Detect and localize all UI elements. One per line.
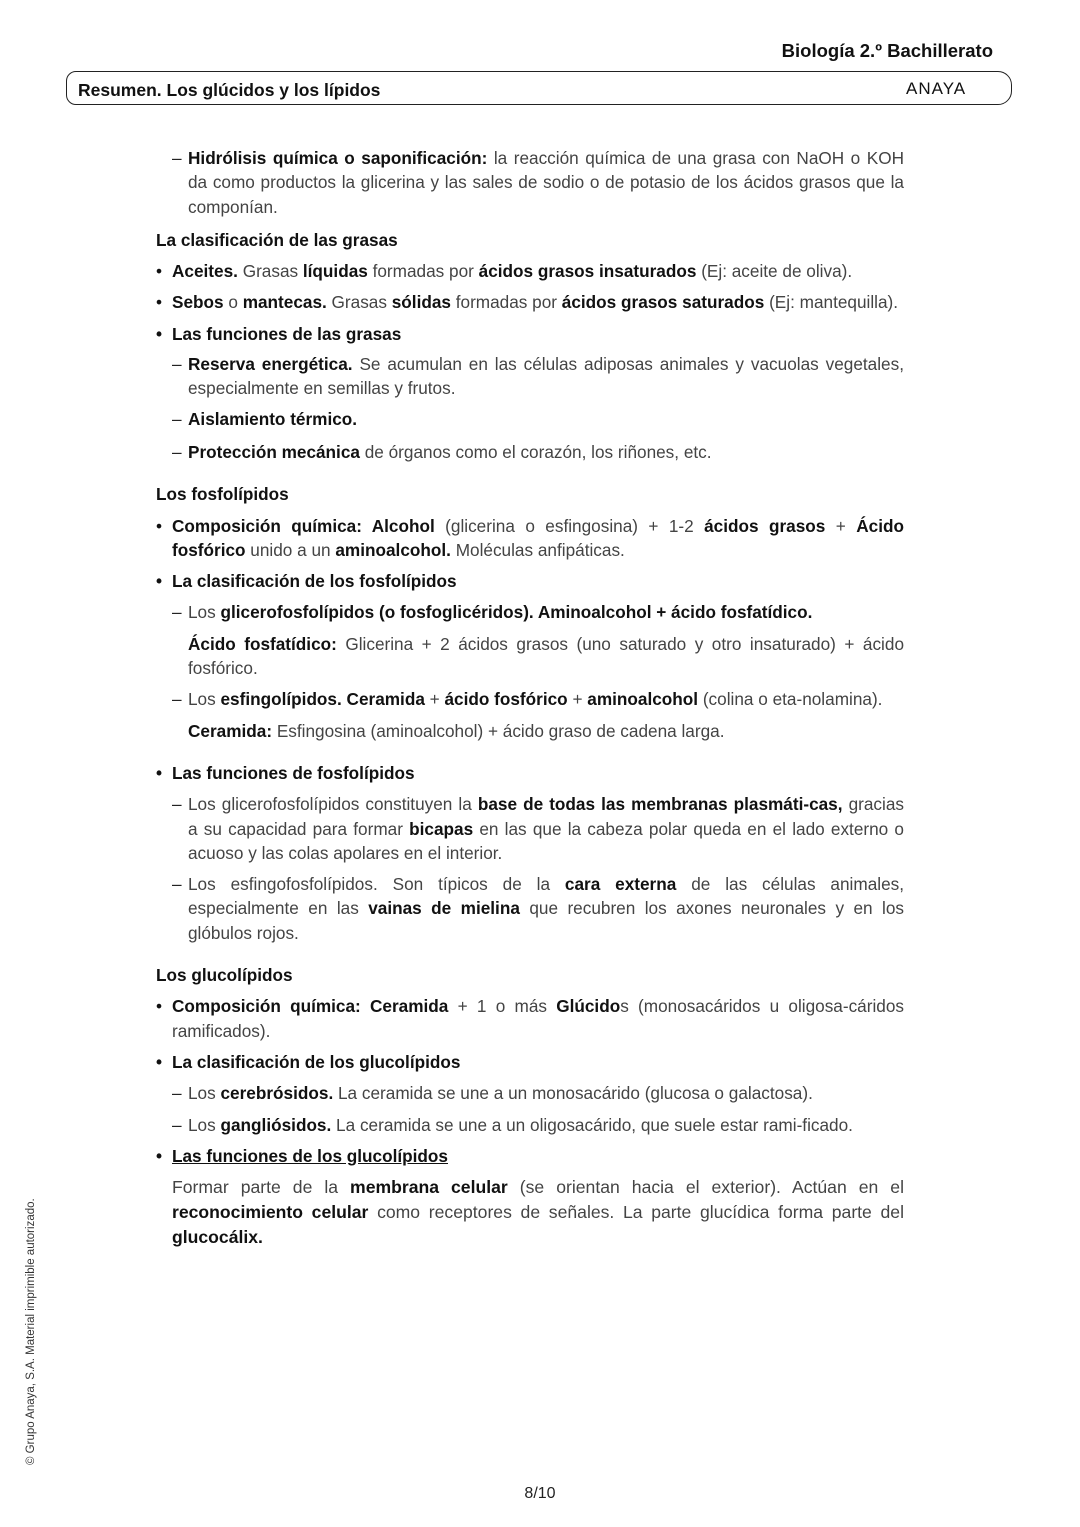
fosfolipidos-funcion-1: – Los glicerofosfolípidos constituyen la base de todas las membranas plasmáti-cas, gracias a su capacidad para formar bicapas en las que la cabeza polar queda en el lado externo o acuoso y las colas apolares en el interior. — [156, 792, 904, 865]
fosfolipidos-composicion: • Composición química: Alcohol (glicerina o esfingosina) + 1-2 ácidos grasos + Ácido fosfórico unido a un aminoalcohol. Moléculas anfipáticas. — [156, 514, 904, 563]
fosfolipidos-funcion-2: – Los esfingofosfolípidos. Son típicos de la cara externa de las células animales, especialmente en las vainas de mielina que recubren los axones neuronales y en los glóbulos rojos. — [156, 872, 904, 945]
glucolipidos-funciones-text: Formar parte de la membrana celular (se orientan hacia el exterior). Actúan en el reconocimiento celular como receptores de señales. La parte glucídica forma parte del glucocálix. — [172, 1177, 904, 1248]
page-number: 8/10 — [524, 1485, 556, 1502]
document-body — [156, 146, 904, 1250]
reserva-item: – Reserva energética. Se acumulan en las células adiposas animales y vacuolas vegetales, especialmente en semillas y frutos. — [156, 352, 904, 401]
ceramida-note: Ceramida: Esfingosina (aminoalcohol) + ácido graso de cadena larga. — [188, 720, 725, 741]
gangliosidos-item: – Los gangliósidos. La ceramida se une a un oligosacárido, que suele estar rami-ficado. — [156, 1113, 904, 1137]
cerebrosidos-item: – Los cerebrósidos. La ceramida se une a un monosacárido (glucosa o galactosa). — [156, 1081, 904, 1105]
section-heading-glucolipidos: Los glucolípidos — [156, 965, 293, 986]
glicerofosfolipidos-item: – Los glicerofosfolípidos (o fosfoglicéridos). Aminoalcohol + ácido fosfatídico. — [156, 600, 904, 624]
glucolipidos-clasificacion-heading: • La clasificación de los glucolípidos — [156, 1050, 904, 1074]
subject-title: Biología 2.º Bachillerato — [781, 40, 993, 61]
sebos-item: • Sebos o mantecas. Grasas sólidas formadas por ácidos grasos saturados (Ej: mantequilla). — [156, 290, 904, 314]
anaya-logo: ANAYA — [906, 79, 967, 98]
proteccion-item: – Protección mecánica de órganos como el corazón, los riñones, etc. — [156, 440, 904, 464]
grasas-funciones-heading: • Las funciones de las grasas — [156, 322, 904, 346]
copyright-note: © Grupo Anaya, S.A. Material imprimible autorizado. — [25, 1198, 37, 1465]
acido-fosfatidico-note: Ácido fosfatídico: Glicerina + 2 ácidos grasos (uno saturado y otro insaturado) + ácido fosfórico. — [188, 633, 904, 679]
section-heading-grasas: La clasificación de las grasas — [156, 229, 398, 250]
section-heading-fosfolipidos: Los fosfolípidos — [156, 484, 289, 505]
glucolipidos-funciones-heading: • Las funciones de los glucolípidos — [156, 1144, 904, 1168]
hidrolisis-item: – Hidrólisis química o saponificación: la reacción química de una grasa con NaOH o KOH da como productos la glicerina y las sales de sodio o de potasio de los ácidos grasos que la componían. — [156, 146, 904, 219]
esfingolipidos-item: – Los esfingolípidos. Ceramida + ácido fosfórico + aminoalcohol (colina o eta-nolamina). — [156, 687, 904, 711]
aceites-item: • Aceites. Grasas líquidas formadas por ácidos grasos insaturados (Ej: aceite de oliva). — [156, 259, 904, 283]
glucolipidos-composicion: • Composición química: Ceramida + 1 o más Glúcidos (monosacáridos u oligosa-cáridos ramificados). — [156, 994, 904, 1043]
fosfolipidos-clasificacion-heading: • La clasificación de los fosfolípidos — [156, 569, 904, 593]
fosfolipidos-funciones-heading: • Las funciones de fosfolípidos — [156, 761, 904, 785]
aislamiento-item: – Aislamiento térmico. — [156, 407, 904, 431]
page-title: Resumen. Los glúcidos y los lípidos — [78, 80, 381, 100]
